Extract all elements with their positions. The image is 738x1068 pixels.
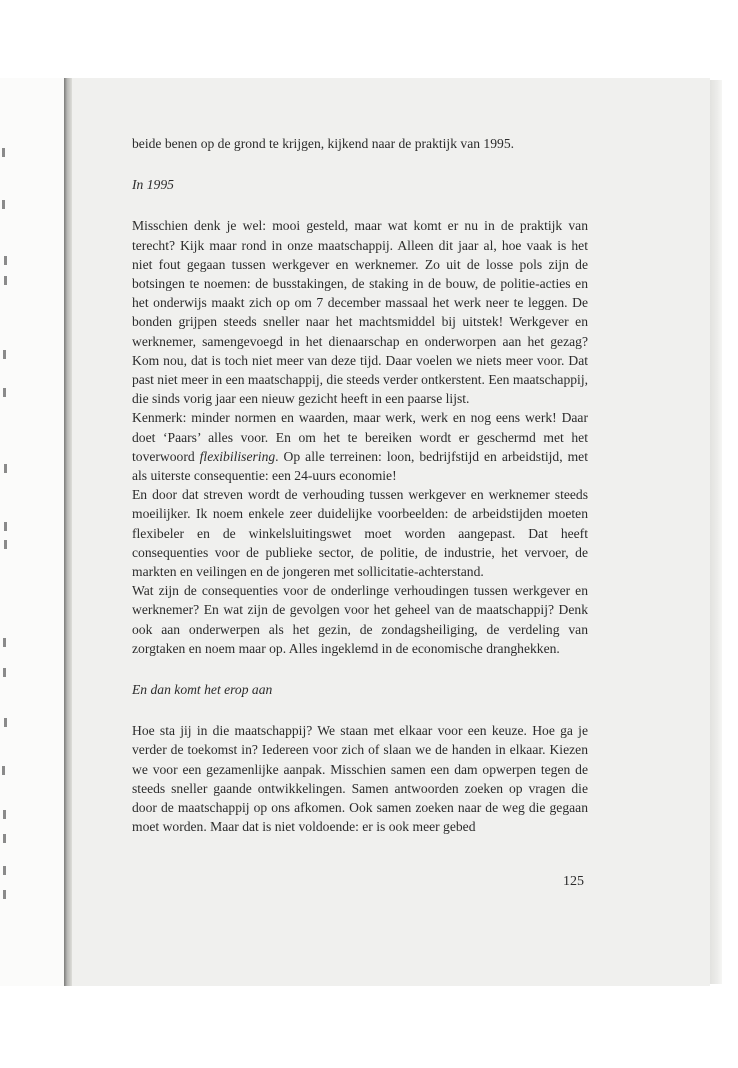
body-paragraph: Hoe sta jij in die maatschappij? We staan met elkaar voor een keuze. Hoe ga je verder de toekomst in? Iedereen voor zich of slaan we de handen in elkaar. Kiezen we voor een gezamenlijke aanpak. Misschien samen een dam opwerpen tegen de steeds sneller gaande ontwikkelingen. Samen antwoorden zoeken op vragen die door de maatschappij op ons afkomen. Ook samen zoeken naar de weg die gegaan moet worden. Maar dat is niet voldoende: er is ook meer gebed [132, 723, 588, 835]
body-paragraph-kenmerk [132, 408, 588, 485]
facing-page-text-fragment [2, 200, 5, 209]
body-paragraph: En door dat streven wordt de verhouding tussen werkgever en werknemer steeds moeilijker. Ik noem enkele zeer duidelijke voorbeelden: de arbeidstijden moeten flexibeler en de winkelsluitingswet moet worden aangepast. Dat heeft consequenties voor de publieke sector, de politie, de industrie, het vervoer, de markten en veilingen en de jongeren met sollicitatie-achterstand. [132, 487, 588, 580]
facing-page-edge [0, 78, 64, 986]
facing-page-text-fragment [3, 668, 6, 677]
emphasized-term: flexibilisering [199, 448, 276, 464]
facing-page-text-fragment [4, 718, 7, 727]
body-paragraph: Misschien denk je wel: mooi gesteld, maar wat komt er nu in de praktijk van terecht? Kijk maar rond in onze maatschappij. Alleen dit jaar al, hoe vaak is het niet fout gegaan tussen werkgever en werknemer. Zo uit de losse pols zijn de botsingen te noemen: de busstakingen, de staking in de bouw, de politie-acties en het onderwijs maakt zich op om 7 december massaal het werk neer te leggen. De bonden grijpen steeds sneller naar het machtsmiddel bij uitstek! Werkgever en werknemer, samengevoegd in het dienaarschap en onderworpen aan het gezag? Kom nou, dat is toch niet meer van deze tijd. Daar voelen we niets meer voor. Dat past niet meer in een maatschappij, die steeds verder ontkerstent. Een maatschappij, die sinds vorig jaar een nieuw gezicht heeft in een paarse lijst. [132, 218, 588, 407]
facing-page-text-fragment [4, 522, 7, 531]
page-number: 125 [563, 874, 584, 889]
page-edge [710, 80, 722, 984]
book-gutter [64, 78, 72, 986]
facing-page-text-fragment [4, 540, 7, 549]
facing-page-text-fragment [4, 256, 7, 265]
facing-page-text-fragment [3, 890, 6, 899]
paragraph-text: Kenmerk: minder normen en waarden, maar werk, werk en nog eens werk! Daar doet ‘Paars’ alles voor. En om het te bereiken wordt er geschermd met het toverwoord [132, 410, 588, 464]
facing-page-text-fragment [3, 810, 6, 819]
body-paragraph: Wat zijn de consequenties voor de onderlinge verhoudingen tussen werkgever en werknemer? En wat zijn de gevolgen voor het geheel van de maatschappij? Denk ook aan onderwerpen als het gezin, de zondagsheiliging, de verdeling van zorgtaken en noem maar op. Alles ingeklemd in de economische dranghekken. [132, 583, 588, 656]
facing-page-text-fragment [3, 350, 6, 359]
facing-page-text-fragment [3, 834, 6, 843]
facing-page-text-fragment [3, 388, 6, 397]
facing-page-text-fragment [3, 638, 6, 647]
facing-page-text-fragment [4, 464, 7, 473]
opening-line: beide benen op de grond te krijgen, kijkend naar de praktijk van 1995. [132, 136, 515, 151]
section-heading-en-dan-komt-het-erop-aan: En dan komt het erop aan [132, 682, 273, 698]
facing-page-text-fragment [3, 866, 6, 875]
facing-page-text-fragment [2, 766, 5, 775]
paragraph-text: . Op alle terreinen: loon, bedrijfstijd en arbeidstijd, met als uiterste consequentie: een 24-uurs economie! [132, 448, 588, 484]
page-text [132, 134, 588, 837]
section-heading-in-1995: In 1995 [132, 177, 174, 193]
facing-page-text-fragment [2, 148, 5, 157]
facing-page-text-fragment [4, 276, 7, 285]
